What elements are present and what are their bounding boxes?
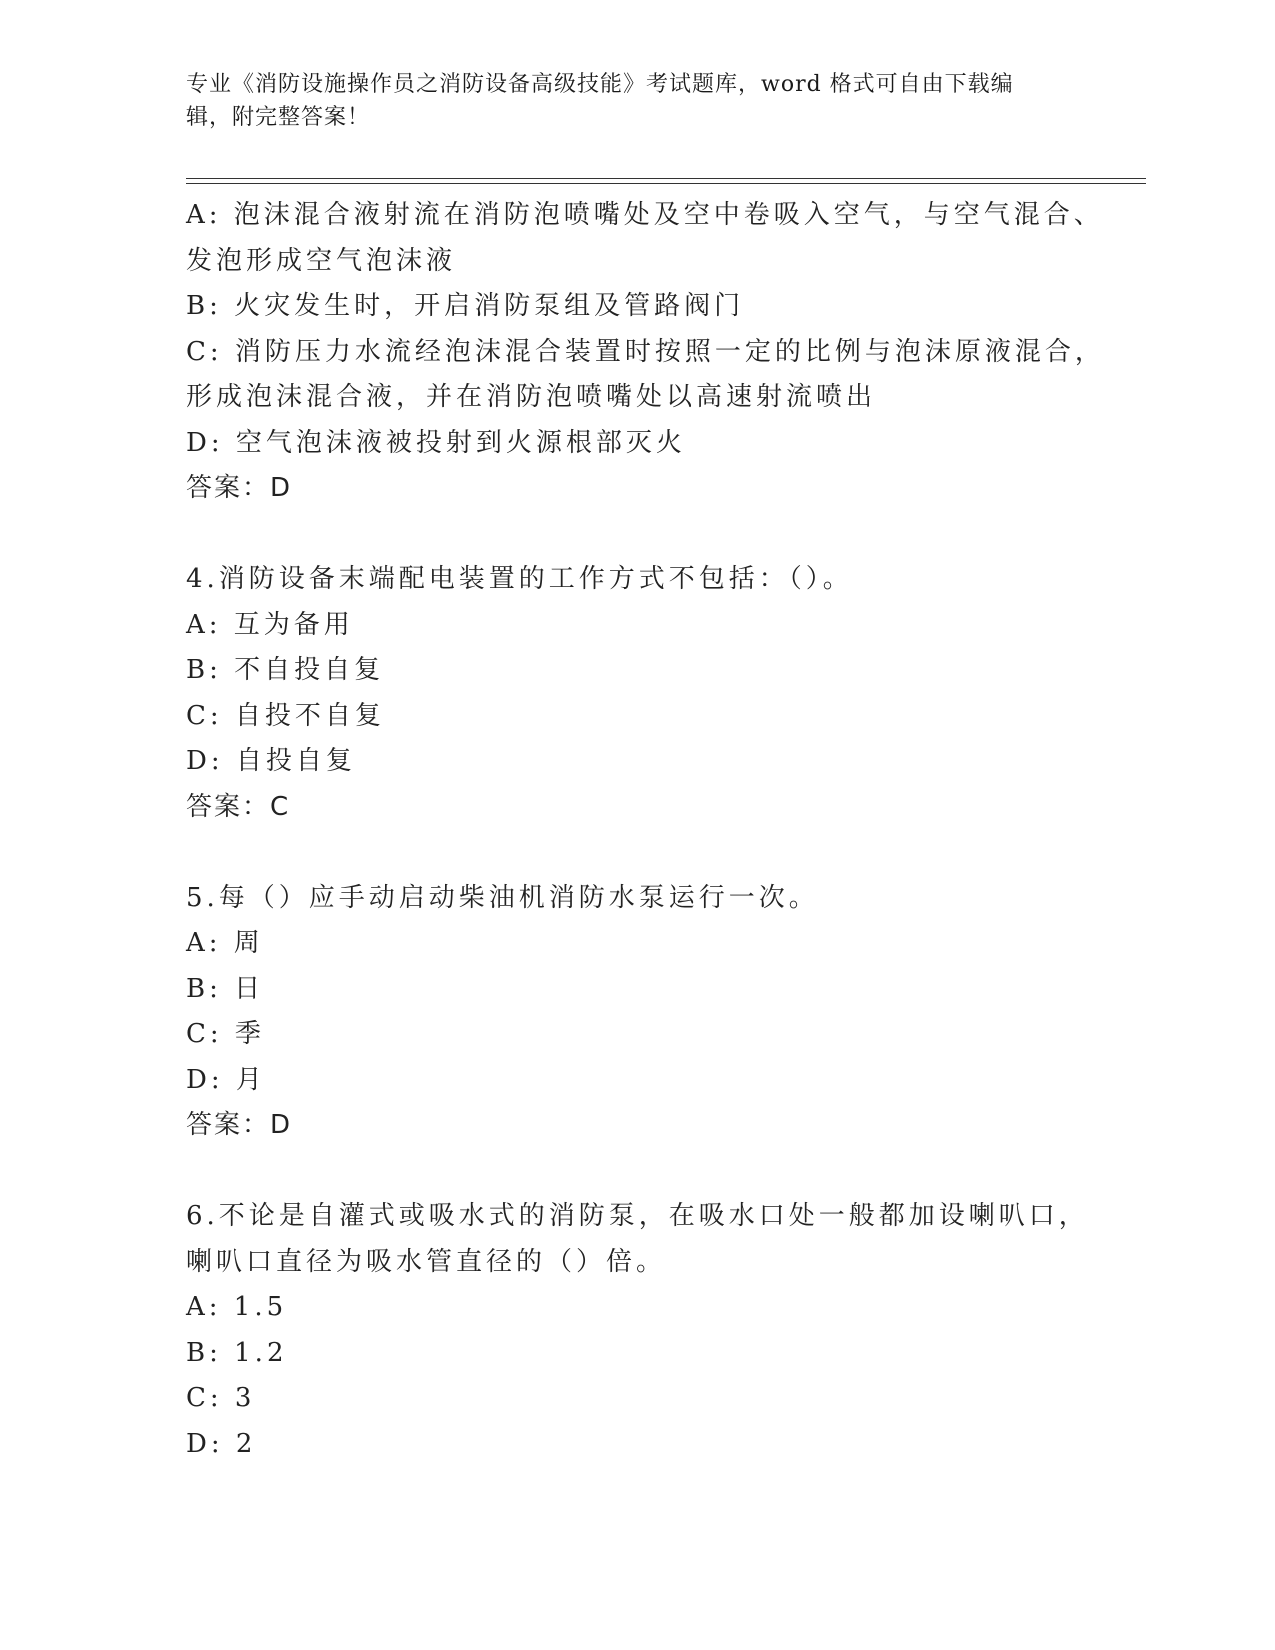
question-stem: 4.消防设备末端配电装置的工作方式不包括：（）。 [186, 564, 853, 594]
option-a: A: 互为备用 [186, 609, 354, 640]
question-4 [186, 557, 1086, 830]
option-d: D: 月 [186, 1064, 266, 1095]
header-line-2: 辑，附完整答案！ [186, 105, 371, 130]
option-c-line-1: C: 消防压力水流经泡沫混合装置时按照一定的比例与泡沫原液混合， [186, 336, 1105, 367]
option-a: A: 周 [186, 928, 264, 958]
spacer [186, 1149, 1086, 1195]
option-b: B: 火灾发生时，开启消防泵组及管路阀门 [186, 291, 745, 321]
option-b: B: 日 [186, 973, 265, 1004]
option-c-line-2: 形成泡沫混合液，并在消防泡喷嘴处以高速射流喷出 [186, 382, 877, 412]
option-a-line-1: A: 泡沫混合液射流在消防泡喷嘴处及空中卷吸入空气，与空气混合、 [186, 200, 1104, 230]
option-d: D: 空气泡沫液被投射到火源根部灭火 [186, 427, 686, 458]
document-header [186, 68, 1066, 134]
option-c: C: 自投不自复 [186, 700, 385, 731]
spacer [186, 512, 1086, 558]
option-d: D: 自投自复 [186, 746, 356, 776]
header-divider-bottom [186, 183, 1146, 184]
option-c: C: 季 [186, 1019, 265, 1049]
option-a: A: 1.5 [186, 1292, 288, 1322]
option-b: B: 不自投自复 [186, 655, 385, 685]
question-6 [186, 1194, 1089, 1467]
header-line-1: 专业《消防设施操作员之消防设备高级技能》考试题库，word 格式可自由下载编 [186, 72, 1014, 97]
question-stem-line-2: 喇叭口直径为吸水管直径的（）倍。 [186, 1246, 667, 1277]
answer: 答案：C [186, 791, 291, 822]
option-a-line-2: 发泡形成空气泡沫液 [186, 245, 457, 276]
header-divider-top [186, 178, 1146, 179]
question-stem: 5.每（）应手动启动柴油机消防水泵运行一次。 [186, 882, 819, 913]
question-list [186, 193, 1105, 1467]
option-b: B: 1.2 [186, 1337, 288, 1368]
spacer [186, 830, 1086, 876]
question-3-continued [186, 193, 1105, 512]
option-c: C: 3 [186, 1383, 256, 1413]
question-stem-line-1: 6.不论是自灌式或吸水式的消防泵，在吸水口处一般都加设喇叭口， [186, 1201, 1089, 1231]
question-5 [186, 876, 1086, 1149]
answer: 答案：D [186, 1110, 293, 1140]
option-d: D: 2 [186, 1428, 257, 1459]
answer: 答案：D [186, 473, 293, 503]
